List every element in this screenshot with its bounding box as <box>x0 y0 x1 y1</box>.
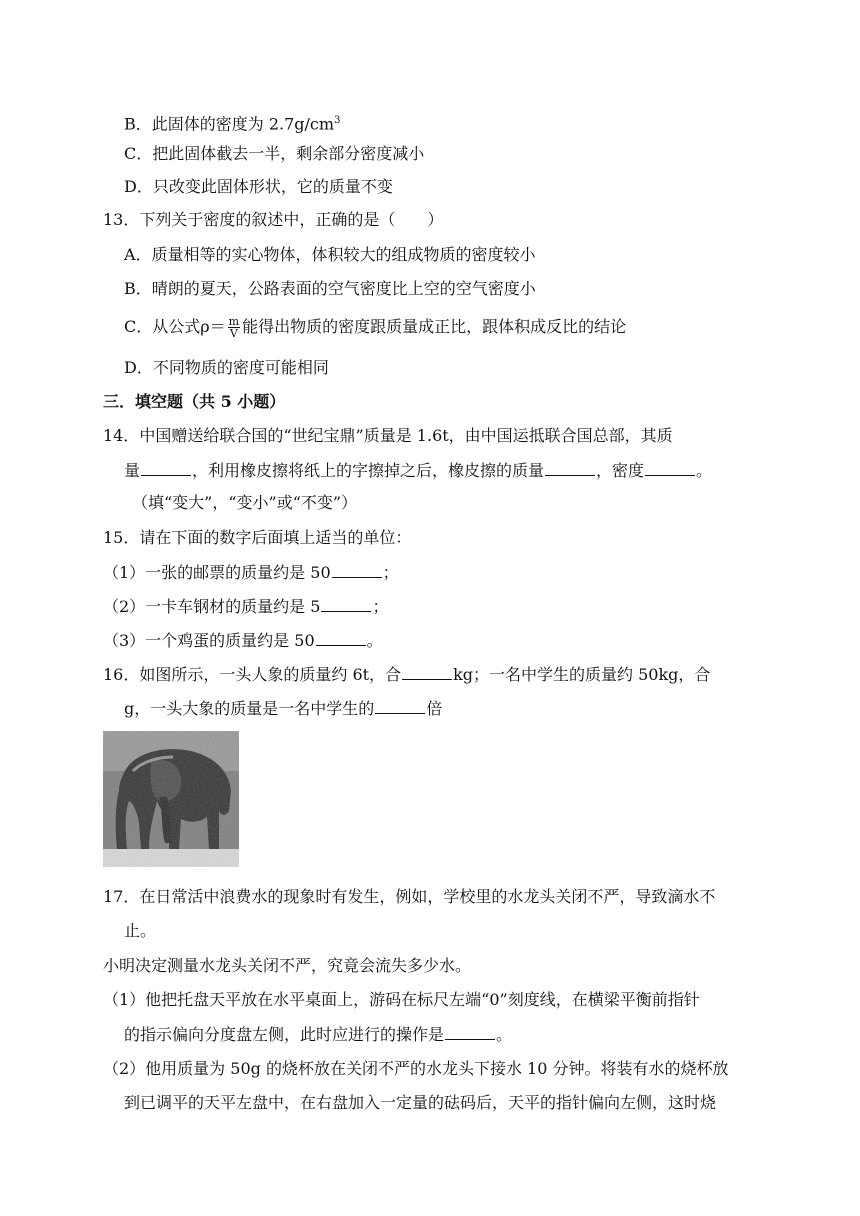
q17-item-1-text: 的指示偏向分度盘左侧，此时应进行的操作是 <box>124 1025 445 1044</box>
q17-item-1-line-2 <box>124 1023 512 1046</box>
q17-line-2: 止。 <box>124 921 157 940</box>
elephant-photo-icon <box>103 731 239 867</box>
answer-blank[interactable] <box>316 629 366 646</box>
q16-text-d: 倍 <box>426 699 443 718</box>
q16-text-c: g，一头大象的质量是一名中学生的 <box>124 699 375 718</box>
q16-line-2 <box>124 697 442 720</box>
q15-item-1-text: （1）一张的邮票的质量约是 50 <box>103 563 331 582</box>
q17-item-2-line-1: （2）他用质量为 50g 的烧杯放在关闭不严的水龙头下接水 10 分钟。将装有水的烧杯放 <box>103 1059 729 1078</box>
q14-text-d: 。 <box>696 461 713 480</box>
q14-text-c: ，密度 <box>596 461 645 480</box>
q16-text-a: 16．如图所示，一头人象的质量约 6t，合 <box>103 665 402 684</box>
answer-blank[interactable] <box>375 697 425 714</box>
density-formula-fraction <box>228 316 240 339</box>
q12-option-b <box>124 110 340 135</box>
q14-line-3: （填“变大”，“变小”或“不变”） <box>132 493 358 512</box>
q15-item-2-text: （2）一卡车钢材的质量约是 5 <box>103 597 321 616</box>
q12-option-b-text: B．此固体的密度为 2.7g/cm <box>124 114 335 134</box>
q12-option-c: C．把此固体截去一半，剩余部分密度减小 <box>124 144 425 163</box>
q15-item-3-text: （3）一个鸡蛋的质量约是 50 <box>103 631 315 650</box>
q15-item-3 <box>103 629 383 652</box>
superscript-3: 3 <box>334 115 341 126</box>
q14-text-b: ，利用橡皮擦将纸上的字擦掉之后，橡皮擦的质量 <box>192 461 545 480</box>
section-heading: 三．填空题（共 5 小题） <box>103 392 286 411</box>
punctuation: 。 <box>496 1025 513 1044</box>
q13-option-c-prefix: C．从公式ρ＝ <box>124 317 226 336</box>
fraction-denominator: V <box>229 327 238 340</box>
answer-blank[interactable] <box>332 561 382 578</box>
answer-blank[interactable] <box>402 663 452 680</box>
q15-item-1 <box>103 561 399 584</box>
punctuation: ； <box>372 597 389 616</box>
q17-item-2-line-2: 到已调平的天平左盘中，在右盘加入一定量的砝码后，天平的指针偏向左侧，这时烧 <box>124 1093 717 1112</box>
q17-line-1: 17．在日常活中浪费水的现象时有发生，例如，学校里的水龙头关闭不严，导致滴水不 <box>103 887 716 906</box>
q15-item-2 <box>103 595 388 618</box>
answer-blank[interactable] <box>141 459 191 476</box>
q17-item-1-line-1: （1）他把托盘天平放在水平桌面上，游码在标尺左端“0”刻度线，在横梁平衡前指针 <box>103 990 700 1009</box>
q14-line-2 <box>124 459 712 482</box>
punctuation: ； <box>382 563 399 582</box>
q13-option-c <box>124 316 626 339</box>
q16-text-b: kg；一名中学生的质量约 50kg，合 <box>453 665 711 684</box>
q16-line-1 <box>103 663 710 686</box>
q12-option-d: D．只改变此固体形状，它的质量不变 <box>124 177 393 196</box>
q13-stem: 13．下列关于密度的叙述中，正确的是（ ） <box>103 210 444 229</box>
answer-blank[interactable] <box>445 1023 495 1040</box>
q14-line-1: 14．中国赠送给联合国的“世纪宝鼎”质量是 1.6t，由中国运抵联合国总部，其质 <box>103 426 673 445</box>
answer-blank[interactable] <box>645 459 695 476</box>
q13-option-b: B．晴朗的夏天，公路表面的空气密度比上空的空气密度小 <box>124 279 536 298</box>
q17-line-3: 小明决定测量水龙头关闭不严，究竟会流失多少水。 <box>103 956 472 975</box>
answer-blank[interactable] <box>321 595 371 612</box>
q13-option-c-suffix: 能得出物质的密度跟质量成正比，跟体积成反比的结论 <box>242 317 627 336</box>
punctuation: 。 <box>366 631 383 650</box>
q13-option-a: A．质量相等的实心物体，体积较大的组成物质的密度较小 <box>124 245 536 264</box>
q13-option-d: D．不同物质的密度可能相同 <box>124 358 329 377</box>
answer-blank[interactable] <box>545 459 595 476</box>
fraction-numerator: m <box>228 315 240 328</box>
q15-stem: 15．请在下面的数字后面填上适当的单位： <box>103 528 412 547</box>
q14-text-a: 量 <box>124 461 141 480</box>
